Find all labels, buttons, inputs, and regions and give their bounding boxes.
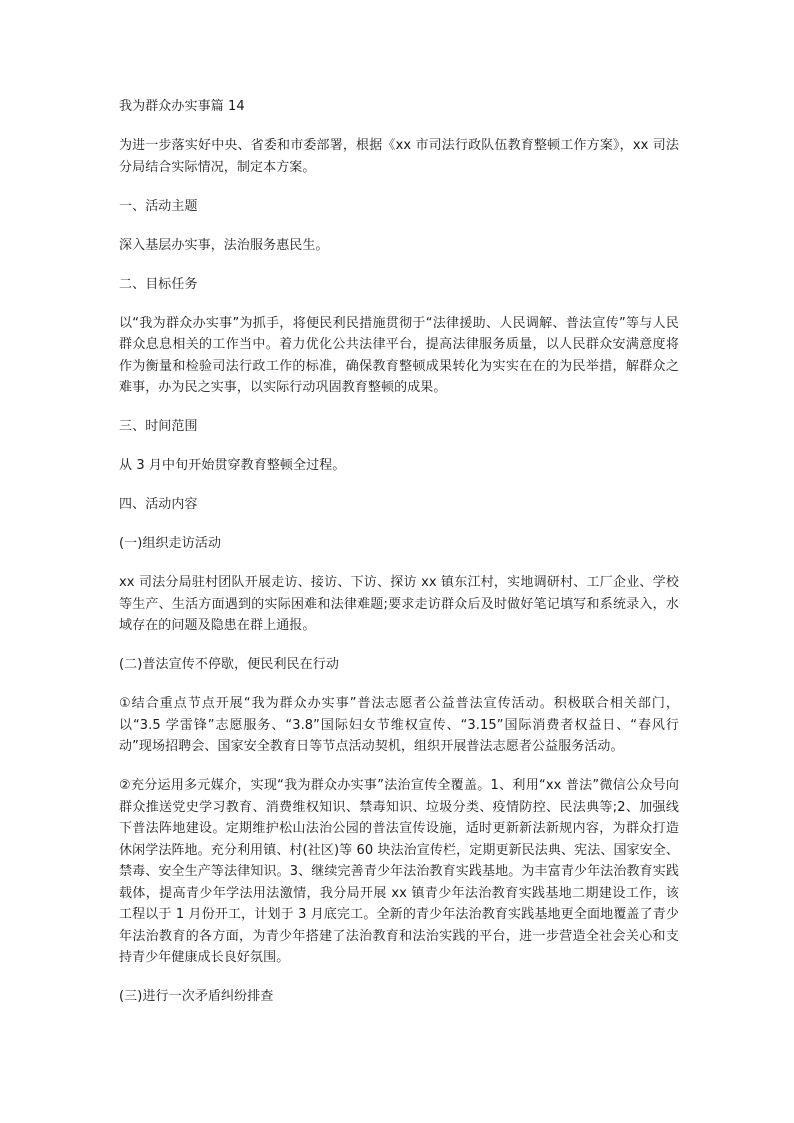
section-heading-time: 三、时间范围 — [119, 419, 198, 434]
section-heading-content: 四、活动内容 — [119, 497, 198, 512]
theme-paragraph: 深入基层办实事，法治服务惠民生。 — [119, 237, 329, 253]
intro-paragraph: 为进一步落实好中央、省委和市委部署，根据《xx 市司法行政队伍教育整顿工作方案》，xx 司法分局结合实际情况，制定本方案。 — [119, 138, 679, 175]
publicity-item-1: ①结合重点节点开展“我为群众办实事”普法志愿者公益普法宣传活动。积极联合相关部门，以“3.5 学雷锋”志愿服务、“3.8”国际妇女节维权宣传、“3.15”国际消费者权益日、“春风行动”现场招聘会、国家安全教育日等节点活动契机，组织开展普法志愿者公益服务活动。 — [119, 696, 679, 754]
visits-paragraph: xx 司法分局驻村团队开展走访、接访、下访、探访 xx 镇东江村，实地调研村、工厂企业、学校等生产、生活方面遇到的实际困难和法律难题;要求走访群众后及时做好笔记填写和系统录入，水域存在的问题及隐患在群上通报。 — [119, 575, 679, 633]
subsection-heading-publicity: (二)普法宣传不停歇，便民利民在行动 — [119, 657, 339, 672]
section-heading-theme: 一、活动主题 — [119, 198, 198, 214]
goals-paragraph: 以“我为群众办实事”为抓手，将便民利民措施贯彻于“法律援助、人民调解、普法宣传”等与人民群众息息相关的工作当中。着力优化公共法律平台，提高法律服务质量，以人民群众安满意度将作为衡量和检验司法行政工作的标准，确保教育整顿成果转化为实实在在的为民举措，解群众之难事，办为民之实事，以实际行动巩固教育整顿的成果。 — [119, 315, 679, 395]
subsection-heading-visits: (一)组织走访活动 — [119, 536, 222, 551]
publicity-item-2: ②充分运用多元媒介，实现“我为群众办实事”法治宣传全覆盖。1、利用“xx 普法”微信公众号向群众推送党史学习教育、消费维权知识、禁毒知识、垃圾分类、疫情防控、民法典等;2、加强线下普法阵地建设。定期维护松山法治公园的普法宣传设施，适时更新新法新规内容，为群众打造休闲学法阵地。充分利用镇、村(社区)等 60 块法治宣传栏，定期更新民法典、宪法、国家安全、禁毒、安全生产等法律知识。3、继续完善青少年法治教育实践基地。为丰富青少年法治教育实践载体，提高青少年学法用法激情，我分局开展 xx 镇青少年法治教育实践基地二期建设工作，该工程以于 1 月份开工，计划于 3 月底完工。全新的青少年法治教育实践基地更全面地覆盖了青少年法治教育的各方面，为青少年搭建了法治教育和法治实践的平台，进一步营造全社会关心和支持青少年健康成长良好氛围。 — [119, 778, 679, 965]
time-paragraph: 从 3 月中旬开始贯穿教育整顿全过程。 — [119, 458, 346, 473]
subsection-heading-disputes: (三)进行一次矛盾纠纷排查 — [119, 989, 274, 1004]
document-title: 我为群众办实事篇 14 — [119, 99, 245, 114]
section-heading-goals: 二、目标任务 — [119, 276, 198, 292]
